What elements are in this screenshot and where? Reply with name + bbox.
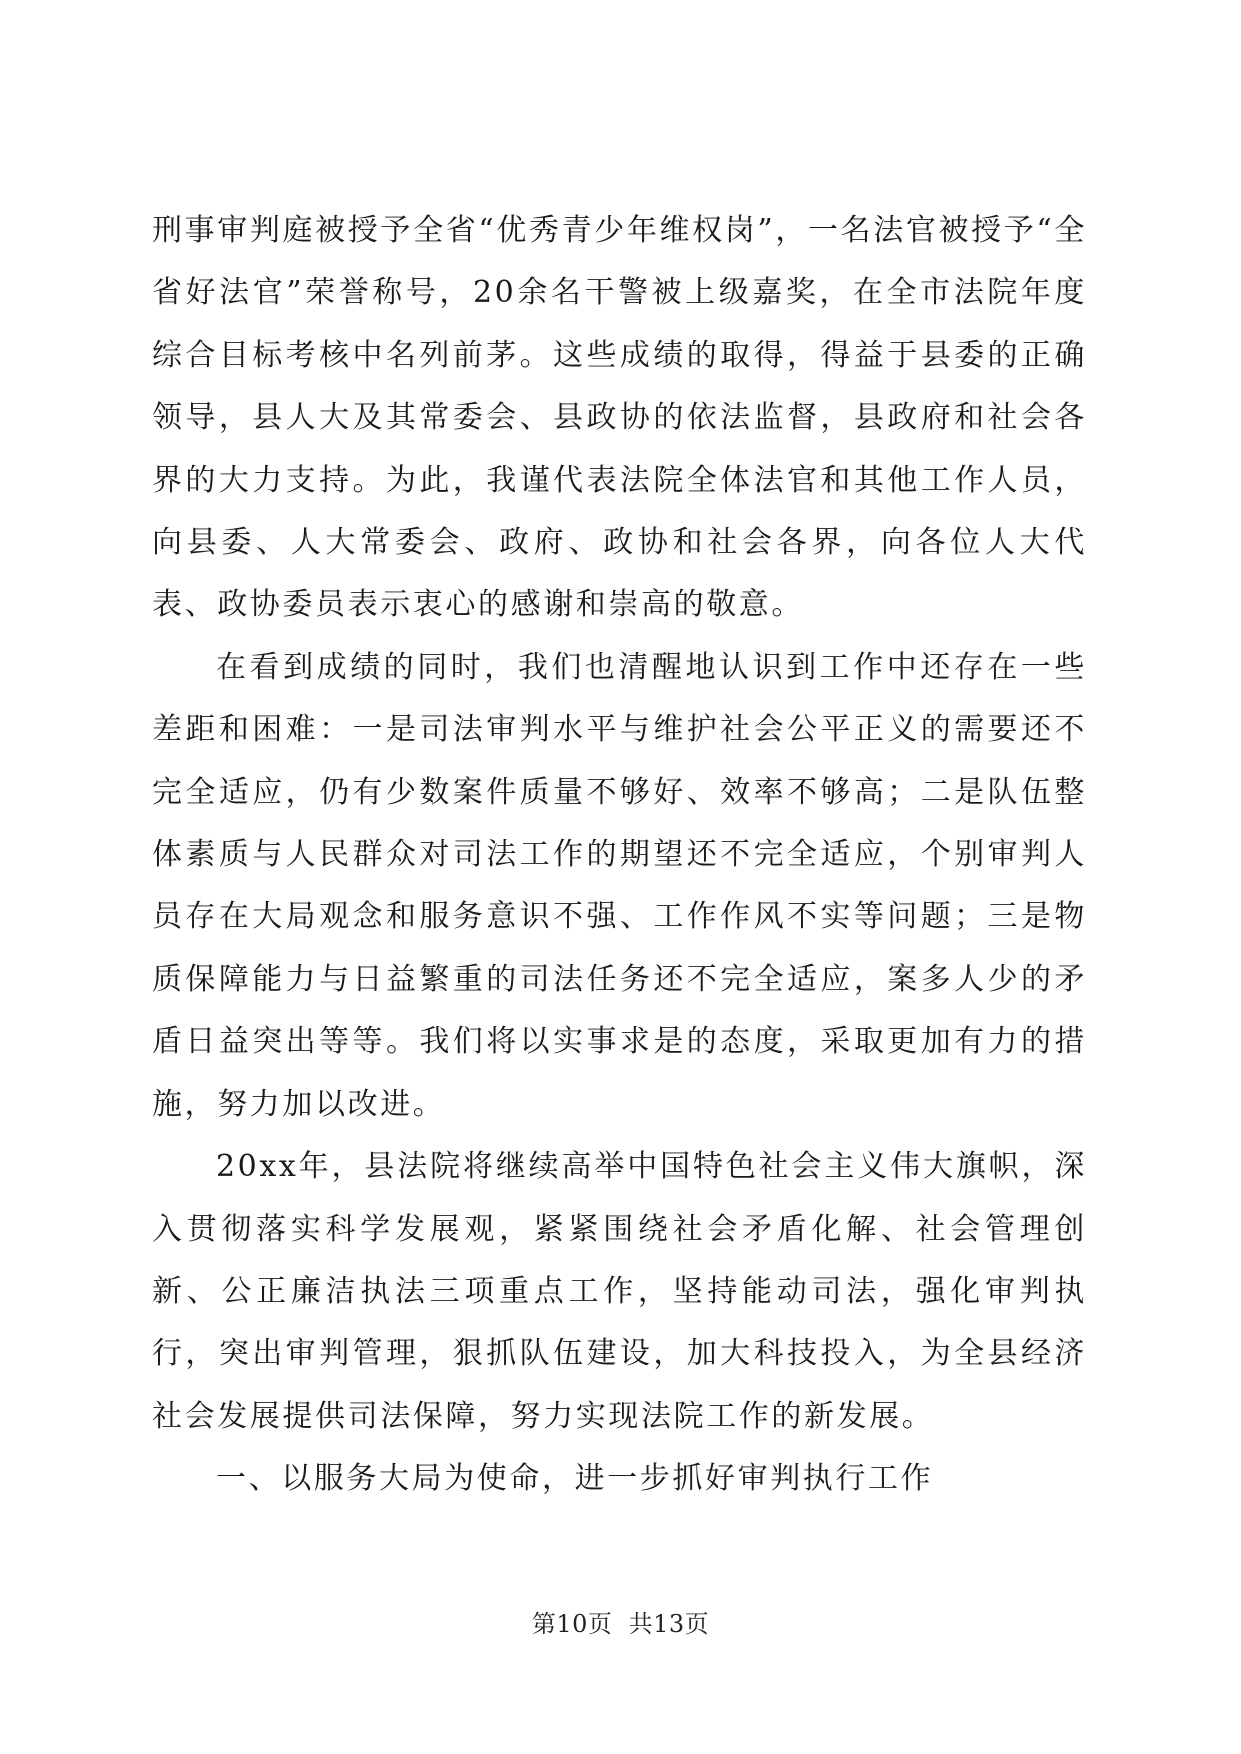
paragraph-shortcomings: 在看到成绩的同时，我们也清醒地认识到工作中还存在一些差距和困难：一是司法审判水平与维护社会公平正义的需要还不完全适应，仍有少数案件质量不够好、效率不够高；二是队伍整体素质与人民群众对司法工作的期望还不完全适应，个别审判人员存在大局观念和服务意识不强、工作作风不实等问题；三是物质保障能力与日益繁重的司法任务还不完全适应，案多人少的矛盾日益突出等等。我们将以实事求是的态度，采取更加有力的措施，努力加以改进。 (152, 649, 1087, 1122)
paragraph-commendations: 刑事审判庭被授予全省“优秀青少年维权岗”，一名法官被授予“全省好法官”荣誉称号，20余名干警被上级嘉奖，在全市法院年度综合目标考核中名列前茅。这些成绩的取得，得益于县委的正确领导，县人大及其常委会、县政协的依法监督，县政府和社会各界的大力支持。为此，我谨代表法院全体法官和其他工作人员，向县委、人大常委会、政府、政协和社会各界，向各位人大代表、政协委员表示衷心的感谢和崇高的敬意。 (152, 213, 1087, 623)
section-heading: 一、以服务大局为使命，进一步抓好审判执行工作 (216, 1461, 934, 1497)
document-body (152, 200, 1087, 1511)
page-number-label: 第10页 共13页 (531, 1610, 710, 1638)
paragraph-annual-plan: 20xx年，县法院将继续高举中国特色社会主义伟大旗帜，深入贯彻落实科学发展观，紧紧围绕社会矛盾化解、社会管理创新、公正廉洁执法三项重点工作，坚持能动司法，强化审判执行，突出审判管理，狠抓队伍建设，加大科技投入，为全县经济社会发展提供司法保障，努力实现法院工作的新发展。 (152, 1149, 1087, 1434)
page-number-footer (0, 1608, 1241, 1640)
